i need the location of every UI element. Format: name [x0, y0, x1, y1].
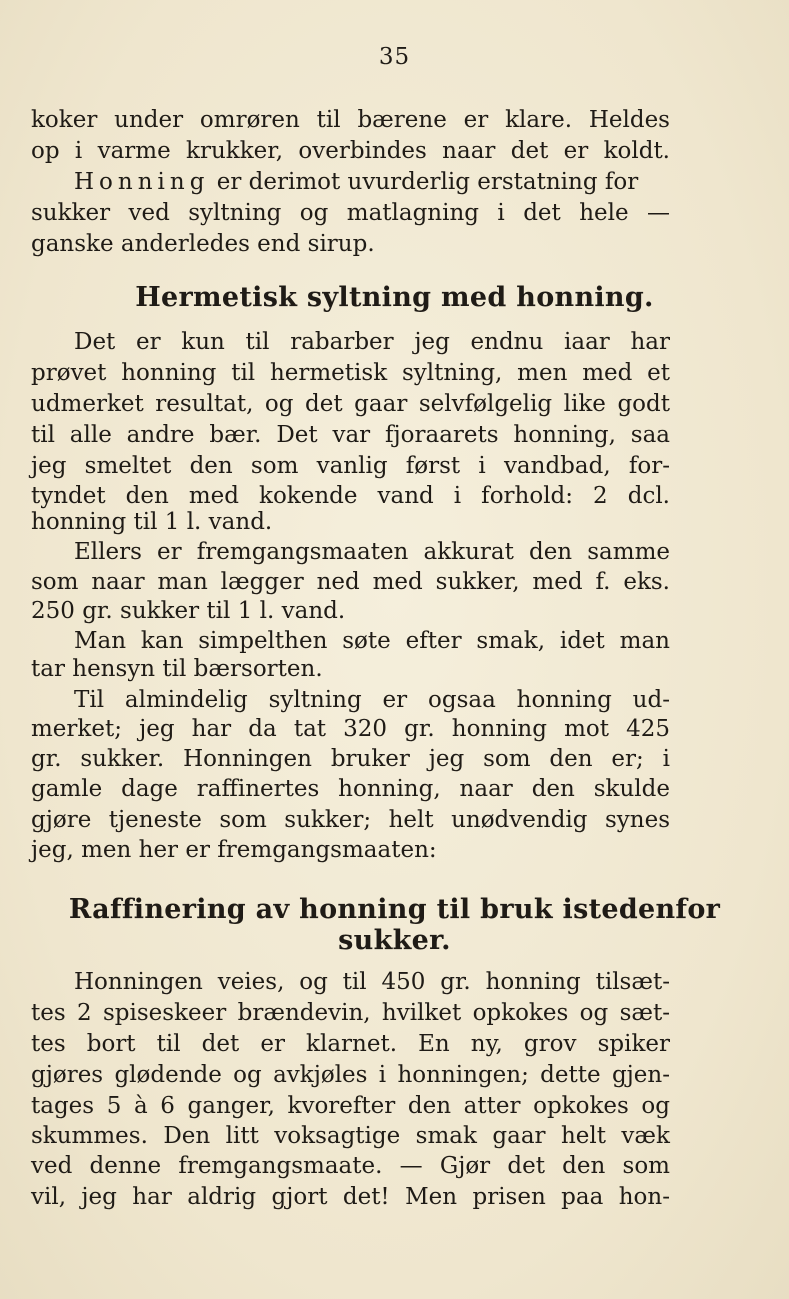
text-line: skummes. Den litt voksagtige smak gaar helt væk: [31, 1123, 670, 1149]
text-line: 250 gr. sukker til 1 l. vand.: [31, 598, 346, 624]
text-line: Det er kun til rabarber jeg endnu iaar har: [74, 329, 670, 355]
text-line: Man kan simpelthen søte efter smak, idet man: [74, 628, 670, 654]
text-line: jeg smeltet den som vanlig først i vandbad, for-: [31, 453, 670, 479]
text-line: tar hensyn til bærsorten.: [31, 656, 323, 682]
text-line: ved denne fremgangsmaate. — Gjør det den som: [31, 1153, 670, 1179]
text-line: ganske anderledes end sirup.: [31, 231, 375, 257]
text-line: sukker ved syltning og matlagning i det hele —: [31, 200, 670, 226]
emphasized-word: Honning: [74, 169, 210, 195]
text-line: [74, 168, 670, 196]
text-line: merket; jeg har da tat 320 gr. honning mot 425: [31, 716, 670, 742]
text-line: som naar man lægger ned med sukker, med f. eks.: [31, 569, 670, 595]
text-line: udmerket resultat, og det gaar selvfølgelig like godt: [31, 391, 670, 417]
text-line: tes 2 spiseskeer brændevin, hvilket opkokes og sæt-: [31, 1000, 670, 1026]
section-heading: Raffinering av honning til bruk istedenfor: [68, 894, 721, 925]
text-line: gjøres glødende og avkjøles i honningen; dette gjen-: [31, 1062, 670, 1088]
text-line: gr. sukker. Honningen bruker jeg som den er; i: [31, 746, 670, 772]
text-line: Til almindelig syltning er ogsaa honning ud-: [74, 687, 670, 713]
text-line: til alle andre bær. Det var fjoraarets honning, saa: [31, 422, 670, 448]
text-line: gjøre tjeneste som sukker; helt unødvendig synes: [31, 807, 670, 833]
text-line: tyndet den med kokende vand i forhold: 2 dcl.: [31, 483, 670, 509]
text-line: vil, jeg har aldrig gjort det! Men prisen paa hon-: [31, 1184, 670, 1210]
text-line: honning til 1 l. vand.: [31, 509, 273, 535]
page-number: 35: [378, 44, 411, 70]
text-line: jeg, men her er fremgangsmaaten:: [31, 837, 437, 863]
text-line: koker under omrøren til bærene er klare. Heldes: [31, 107, 670, 133]
text-line: op i varme krukker, overbindes naar det er koldt.: [31, 138, 670, 164]
section-heading-continued: sukker.: [338, 925, 451, 956]
text-line: Honningen veies, og til 450 gr. honning tilsæt-: [74, 969, 670, 995]
text-fragment: er derimot uvurderlig erstatning for: [209, 169, 639, 195]
text-line: tages 5 à 6 ganger, kvorefter den atter opkokes og: [31, 1093, 670, 1119]
text-line: gamle dage raffinertes honning, naar den skulde: [31, 776, 670, 802]
text-line: prøvet honning til hermetisk syltning, men med et: [31, 360, 670, 386]
text-line: Ellers er fremgangsmaaten akkurat den samme: [74, 539, 670, 565]
text-line: tes bort til det er klarnet. En ny, grov spiker: [31, 1031, 670, 1057]
section-heading: Hermetisk syltning med honning.: [135, 282, 654, 313]
